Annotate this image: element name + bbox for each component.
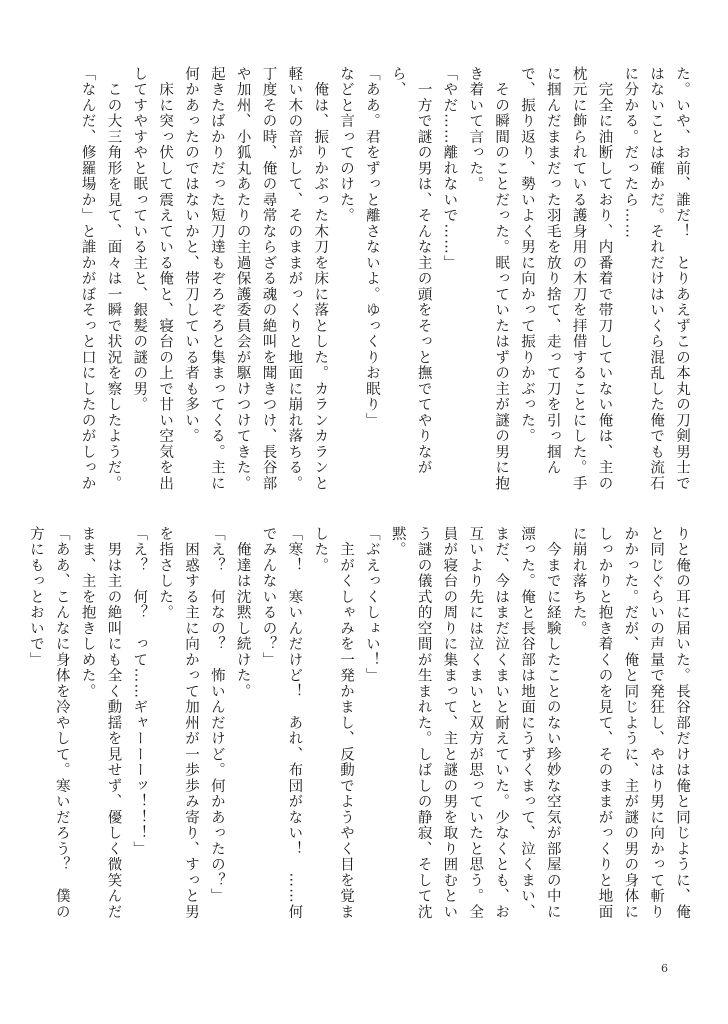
paragraph: この大三角形を見て、面々は一瞬で状況を察したようだ。 [105,66,122,492]
paragraph: 主がくしゃみを一発かまし、反動でようやく目を覚ました。 [312,526,355,920]
paragraph: 今までに経験したことのない珍妙な空気が部屋の中に漂った。俺と長谷部は地面にうずくまって、泣くまい、まだ、今はまだ泣くまいと耐えていた。少なくとも、お互いより先には泣くまいと双方が思っていたと思う。全員が寝台の周りに集まって、主と謎の男を取り囲むという謎の儀式的空間が生まれた。しばしの静寂、そして沈黙。 [389,526,561,920]
upper-text-block [72,66,694,504]
paragraph: 男は主の絶叫にも全く動揺を見せず、優しく微笑んだまま、主を抱きしめた。 [79,526,122,920]
paragraph: 完全に油断しており、内番着で帯刀していない俺は、主の枕元に飾られている護身用の木刀を拝借することにした。手に掴んだままだった羽毛を放り捨て、走って刀を引っ掴んで、振り返り、勢いよく男に向かって振りかぶった。 [518,66,613,492]
paragraph: 俺は、振りかぶった木刀を床に落とした。カランカランと軽い木の音がして、そのままがっくりと地面に崩れ落ちる。 [286,66,329,492]
paragraph: 「え？ 何なの？ 怖いんだけど。何かあったの？」 [208,526,225,904]
paragraph: 困惑する主に向かって加州が一歩歩み寄り、すっと男を指さした。 [157,526,199,920]
paragraph: その瞬間のことだった。眠っていたはずの主が謎の男に抱き着いて言った。 [467,66,510,492]
paragraph: 床に突っ伏して震えている俺と、寝台の上で甘い空気を出してすやすやと眠っている主と、銀髪の謎の男。 [131,66,174,492]
paragraph: 「ああ。君をずっと離さないよ。ゆっくりお眠り」 [363,66,380,429]
paragraph: 「え？ 何？ って……ギャーーーッ！！！」 [131,526,148,857]
paragraph: 「ああ、こんなに身体を冷やして。寒いだろう？ 僕の方にもっとおいで」 [27,526,70,920]
paragraph: 「寒！ 寒いんだけど！ あれ、布団がない！ ……何でみんないるの？」 [260,526,303,920]
lower-text-block [27,526,694,926]
paragraph: 一方で謎の男は、そんな主の頭をそっと撫でてやりながら、 [389,66,432,476]
paragraph: た。いや、お前、誰だ！ とりあえずこの本丸の刀剣男士ではないことは確かだ。それだけはいくら混乱した俺でも流石に分かる。だったら…… [622,66,690,492]
paragraph: 俺達は沈黙し続けた。 [234,526,251,700]
page-number: 6 [661,962,668,975]
paragraph: 「なんだ、修羅場か」と誰かがぼそっと口にしたのがしっか [79,66,96,492]
paragraph: りと俺の耳に届いた。長谷部だけは俺と同じように、俺と同じぐらいの声量で発狂し、やはり男に向かって斬りかかった。だが、俺と同じように、主が謎の男の身体にしっかりと抱き着くのを見て、そのままがっくりと地面に崩れ落ちた。 [570,526,690,920]
paragraph: 「ぶえっくしょい！」 [363,526,380,684]
paragraph: 「やだ……離れないで……」 [441,66,458,271]
paragraph: 丁度その時、俺の尋常ならざる魂の絶叫を聞きつけ、長谷部や加州、小狐丸あたりの主過保護委員会が駆けつけてきた。起きたばかりだった短刀達もぞろぞろと集まってくる。主に何かあったのではないかと、帯刀している者も多い。 [182,66,277,492]
paragraph: などと言ってのけた。 [338,66,355,224]
